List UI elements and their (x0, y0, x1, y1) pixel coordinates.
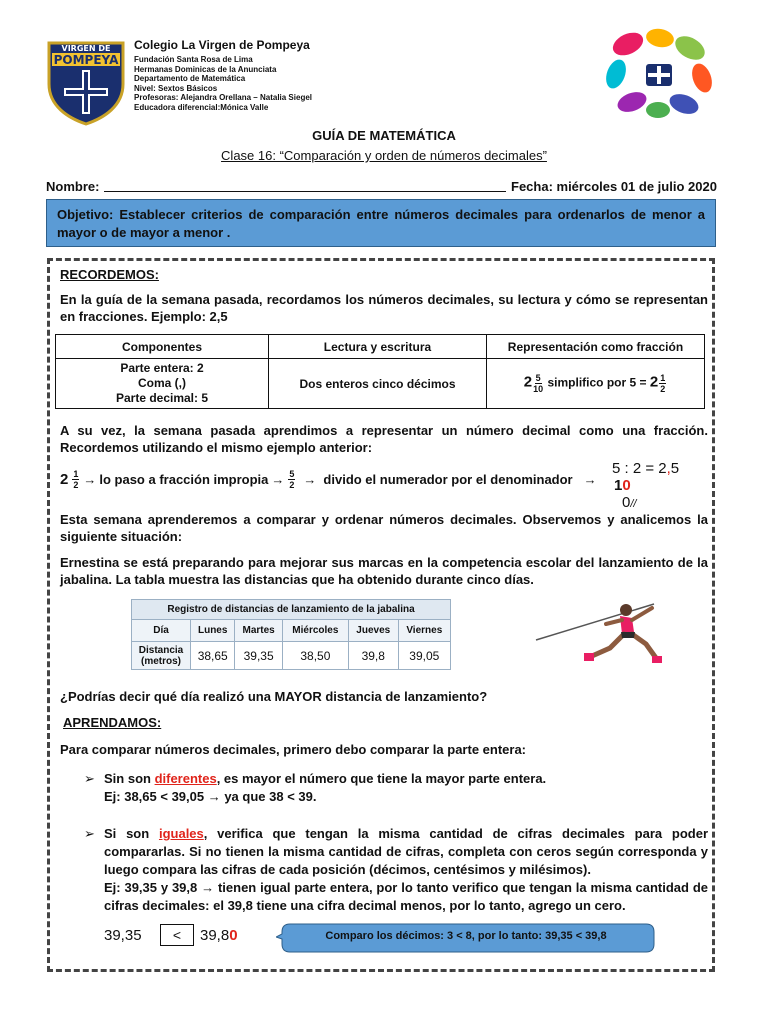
objective-box (46, 199, 716, 247)
component-item: Parte entera: 2 (120, 361, 204, 375)
compare-right (200, 927, 238, 944)
remainder-digit-added: 0 (622, 477, 631, 494)
learn-heading: APRENDAMOS: (63, 715, 162, 730)
component-item: Coma (,) (138, 376, 186, 390)
header-line: Nivel: Sextos Básicos (134, 83, 218, 93)
example-pre: Ej: 38,65 < 39,05 (104, 789, 208, 804)
conversion-line (60, 469, 597, 490)
arrow-icon: → (201, 880, 215, 895)
arrow-icon: → (83, 472, 97, 487)
example-pre: Ej: 39,35 y 39,8 (104, 880, 202, 895)
distance-cell: 38,50 (282, 642, 348, 670)
component-item: Parte decimal: 5 (115, 391, 209, 405)
header-info (134, 55, 312, 113)
page-subtitle: Clase 16: “Comparación y orden de números decimales” (221, 148, 547, 163)
page-title: GUÍA DE MATEMÁTICA (312, 128, 456, 143)
day-cell: Martes (235, 620, 282, 642)
division-decimal: 5 (670, 460, 680, 477)
day-cell: Jueves (348, 620, 398, 642)
division-text: 5 : 2 = 2 (612, 460, 667, 477)
division-comma: , (666, 460, 671, 477)
numerator: 1 (73, 469, 79, 479)
distance-unit: (metros) (140, 655, 181, 667)
reading-cell: Dos enteros cinco décimos (269, 359, 487, 409)
distance-header (132, 642, 191, 670)
rule-keyword: iguales (158, 826, 204, 841)
rule-post: , es mayor el número que tiene la mayor parte entera. (216, 771, 547, 786)
fraction (659, 373, 666, 394)
compare-left: 39,35 (104, 927, 142, 944)
compare-sign: < (172, 927, 182, 943)
step-text: lo paso a fracción impropia (99, 472, 269, 487)
added-zero: 0 (229, 927, 238, 944)
numerator: 5 (535, 373, 541, 383)
numerator: 1 (660, 373, 666, 383)
table-header: Representación como fracción (487, 335, 705, 359)
day-cell: Miércoles (282, 620, 348, 642)
end-mark: // (630, 498, 637, 510)
name-label: Nombre: (46, 179, 100, 194)
callout (276, 922, 656, 954)
rule-keyword: diferentes (154, 771, 217, 786)
example-post: tienen igual parte entera, por lo tanto verifico que tengan la misma cantidad de cifras decimales: el 39,8 tiene una cifra decimal menos, por lo tanto, agrego un cero. (104, 880, 709, 913)
step-text: divido el numerador por el denominador (323, 472, 573, 487)
learn-intro: Para comparar números decimales, primero debo comparar la parte entera: (60, 742, 527, 757)
compare-sign-box[interactable] (160, 924, 194, 946)
name-line[interactable] (104, 191, 506, 192)
denominator: 2 (73, 480, 79, 490)
rule-equal (104, 825, 708, 915)
arrow-icon: → (207, 789, 221, 804)
distance-cell: 39,8 (348, 642, 398, 670)
recall-heading: RECORDEMOS: (60, 267, 159, 282)
table-header: Componentes (56, 335, 269, 359)
table-header: Lectura y escritura (269, 335, 487, 359)
paragraph: A su vez, la semana pasada aprendimos a representar un número decimal como una fracción. Recordemos utilizando el mismo ejemplo anterior: (60, 423, 708, 455)
fraction-cell (487, 359, 705, 409)
fraction (288, 469, 295, 490)
date-label: Fecha: miércoles 01 de julio 2020 (511, 179, 717, 194)
callout-text: Comparo los décimos: 3 < 8, por lo tanto: 39,35 < 39,8 (325, 930, 607, 942)
compare-right-value: 39,8 (200, 927, 230, 944)
school-crest (46, 40, 126, 126)
division-remainder (612, 477, 679, 494)
paragraph: Esta semana aprenderemos a comparar y ordenar números decimales. Observemos y analicemos la siguiente situación: (60, 512, 708, 544)
rule-post: , verifica que tengan la misma cantidad de cifras decimales para poder compararlas. Si no tienen la misma cantidad de cifras, completa con ceros según corresponda y luego compara las cifras de cada posición (décimos, centésimos y milésimos). (104, 826, 709, 877)
header-line: Profesoras: Alejandra Orellana – Natalia Siegel (134, 93, 312, 103)
header-line: Departamento de Matemática (134, 74, 246, 84)
rule-pre: Sin son (104, 771, 155, 786)
simplify-text: simplifico por 5 = (547, 375, 647, 390)
fraction (533, 373, 543, 394)
distance-label: Distancia (138, 644, 184, 656)
bullet-icon: ➢ (84, 771, 95, 786)
hands-logo (598, 26, 720, 122)
remainder-digit: 1 (614, 477, 623, 494)
svg-text:POMPEYA: POMPEYA (53, 53, 119, 67)
denominator: 10 (533, 384, 544, 394)
mixed-whole: 2 (649, 373, 659, 391)
bullet-icon: ➢ (84, 826, 95, 841)
javelin-thrower-illustration (534, 598, 666, 668)
example-post: ya que 38 < 39. (220, 789, 317, 804)
recall-intro: En la guía de la semana pasada, recordamos los números decimales, su lectura y cómo se representan en fracciones. Ejemplo: 2,5 (60, 292, 708, 324)
mixed-whole: 2 (60, 471, 69, 488)
division-line (612, 460, 679, 477)
header-line: Educadora diferencial:Mónica Valle (134, 102, 269, 112)
denominator: 2 (289, 480, 295, 490)
distance-table (131, 599, 451, 670)
mixed-whole: 2 (523, 373, 533, 391)
rule-pre: Si son (104, 826, 159, 841)
table-caption: Registro de distancias de lanzamiento de la jabalina (132, 600, 451, 620)
arrow-icon: → (271, 472, 285, 487)
division (612, 460, 679, 513)
arrow-icon: → (583, 472, 597, 487)
numerator: 5 (289, 469, 295, 479)
day-cell: Lunes (191, 620, 235, 642)
day-cell: Viernes (398, 620, 450, 642)
svg-text:VIRGEN DE: VIRGEN DE (61, 44, 111, 53)
distance-cell: 39,35 (235, 642, 282, 670)
school-name: Colegio La Virgen de Pompeya (134, 38, 310, 52)
denominator: 2 (660, 384, 666, 394)
question: ¿Podrías decir qué día realizó una MAYOR distancia de lanzamiento? (60, 689, 488, 704)
name-field[interactable] (46, 178, 99, 195)
rule-text (104, 770, 708, 787)
arrow-icon: → (303, 472, 317, 487)
objective-text: Objetivo: Establecer criterios de comparación entre números decimales para ordenarlos de menor a mayor o de mayor a menor . (57, 207, 705, 240)
header-line: Hermanas Dominicas de la Anunciata (134, 64, 277, 74)
header-line: Fundación Santa Rosa de Lima (134, 55, 253, 64)
paragraph: Ernestina se está preparando para mejorar sus marcas en la competencia escolar del lanzamiento de la jabalina. La tabla muestra las distancias que ha obtenido durante cinco días. (60, 555, 708, 587)
day-header: Día (132, 620, 191, 642)
distance-cell: 39,05 (398, 642, 450, 670)
fraction (72, 469, 79, 490)
distance-cell: 38,65 (191, 642, 235, 670)
final-remainder: 0 (622, 494, 631, 511)
decimal-table (55, 334, 705, 409)
components-cell (56, 359, 269, 409)
rule-different (104, 770, 708, 805)
rule-example (104, 788, 708, 805)
